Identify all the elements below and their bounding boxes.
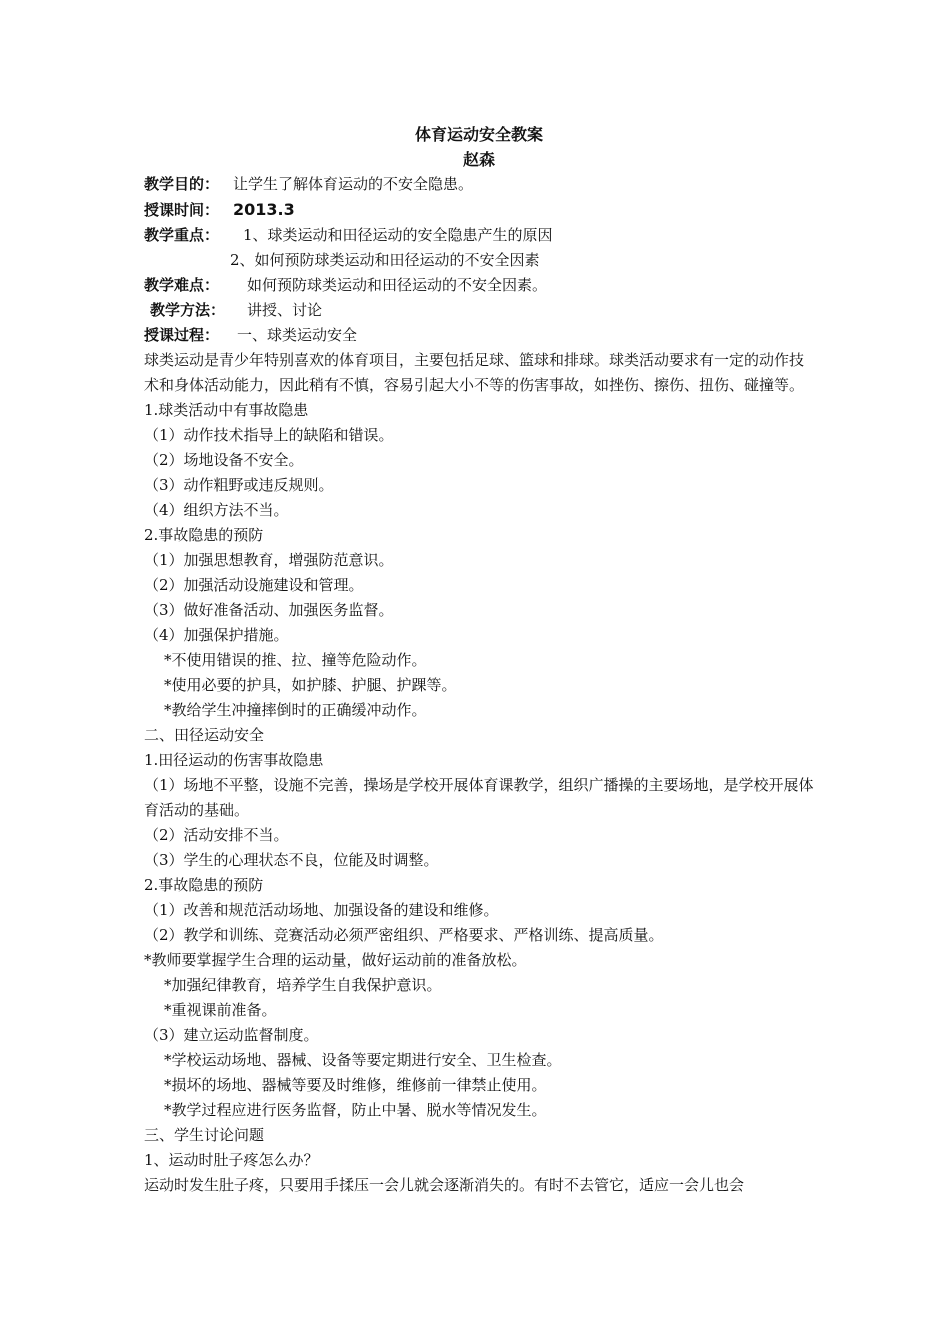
section2-bullet: *学校运动场地、器械、设备等要定期进行安全、卫生检查。 — [164, 1051, 562, 1069]
section1-heading-1: 1.球类活动中有事故隐患 — [144, 401, 309, 419]
section1-hazard: （4）组织方法不当。 — [144, 501, 289, 519]
key-point-1: 1、球类运动和田径运动的安全隐患产生的原因 — [243, 226, 553, 244]
section2-item-3: （3）建立运动监督制度。 — [144, 1026, 319, 1044]
process-label: 授课过程： — [144, 326, 220, 344]
section1-hazard: （2）场地设备不安全。 — [144, 451, 304, 469]
section1-protect-bullet: *不使用错误的推、拉、撞等危险动作。 — [164, 651, 427, 669]
difficulty-label: 教学难点： — [144, 276, 220, 294]
section2-hazard: （2）活动安排不当。 — [144, 826, 289, 844]
section1-prevention: （4）加强保护措施。 — [144, 626, 289, 644]
section2-heading: 二、田径运动安全 — [144, 726, 265, 744]
section1-protect-bullet: *教给学生冲撞摔倒时的正确缓冲动作。 — [164, 701, 427, 719]
section1-hazard: （1）动作技术指导上的缺陷和错误。 — [144, 426, 394, 444]
section2-prevention: （2）教学和训练、竞赛活动必须严密组织、严格要求、严格训练、提高质量。 — [144, 926, 664, 944]
key-row — [144, 223, 814, 248]
section3-answer-1: 运动时发生肚子疼，只要用手揉压一会儿就会逐渐消失的。有时不去管它，适应一会儿也会 — [144, 1176, 745, 1194]
goal-text: 让学生了解体育运动的不安全隐患。 — [233, 175, 474, 193]
time-label: 授课时间： — [144, 201, 220, 219]
document-title: 体育运动安全教案 — [414, 125, 543, 144]
section1-heading-2: 2.事故隐患的预防 — [144, 526, 264, 544]
document-body — [144, 122, 814, 1198]
section1-prevention: （3）做好准备活动、加强医务监督。 — [144, 601, 394, 619]
difficulty-row — [144, 273, 814, 298]
difficulty-text: 如何预防球类运动和田径运动的不安全因素。 — [247, 276, 548, 294]
key-label: 教学重点： — [144, 226, 220, 244]
section2-prevention: （1）改善和规范活动场地、加强设备的建设和维修。 — [144, 901, 499, 919]
section1-prevention: （1）加强思想教育，增强防范意识。 — [144, 551, 394, 569]
section2-bullet: *重视课前准备。 — [164, 1001, 277, 1019]
section3-question-1: 1、运动时肚子疼怎么办？ — [144, 1151, 319, 1169]
goal-label: 教学目的： — [144, 175, 220, 193]
key-point-2: 2、如何预防球类运动和田径运动的不安全因素 — [230, 251, 540, 269]
section2-heading-2: 2.事故隐患的预防 — [144, 876, 264, 894]
time-row — [144, 197, 814, 223]
section2-bullet: *加强纪律教育，培养学生自我保护意识。 — [164, 976, 442, 994]
section1-prevention: （2）加强活动设施建设和管理。 — [144, 576, 364, 594]
process-first: 一、球类运动安全 — [237, 326, 358, 344]
section1-intro: 球类运动是青少年特别喜欢的体育项目，主要包括足球、篮球和排球。球类活动要求有一定的动作技术和身体活动能力，因此稍有不慎，容易引起大小不等的伤害事故，如挫伤、擦伤、扭伤、碰撞等。 — [144, 351, 805, 394]
section2-bullet: *教学过程应进行医务监督，防止中暑、脱水等情况发生。 — [164, 1101, 547, 1119]
method-row — [144, 298, 814, 323]
time-value: 2013.3 — [233, 200, 295, 219]
document-author: 赵森 — [462, 150, 495, 169]
process-row — [144, 323, 814, 348]
section2-bullet: *损坏的场地、器械等要及时维修，维修前一律禁止使用。 — [164, 1076, 547, 1094]
section2-hazard: （3）学生的心理状态不良，位能及时调整。 — [144, 851, 439, 869]
section2-heading-1: 1.田径运动的伤害事故隐患 — [144, 751, 324, 769]
method-text: 讲授、讨论 — [247, 301, 323, 319]
section2-prevention: *教师要掌握学生合理的运动量，做好运动前的准备放松。 — [144, 951, 527, 969]
section3-heading: 三、学生讨论问题 — [144, 1126, 265, 1144]
section1-protect-bullet: *使用必要的护具，如护膝、护腿、护踝等。 — [164, 676, 457, 694]
method-label: 教学方法： — [150, 301, 226, 319]
goal-row — [144, 172, 814, 197]
key-row-2 — [144, 248, 814, 273]
section2-paragraph-1: （1）场地不平整，设施不完善，操场是学校开展体育课教学，组织广播操的主要场地，是学校开展体育活动的基础。 — [144, 776, 814, 819]
section1-hazard: （3）动作粗野或违反规则。 — [144, 476, 334, 494]
